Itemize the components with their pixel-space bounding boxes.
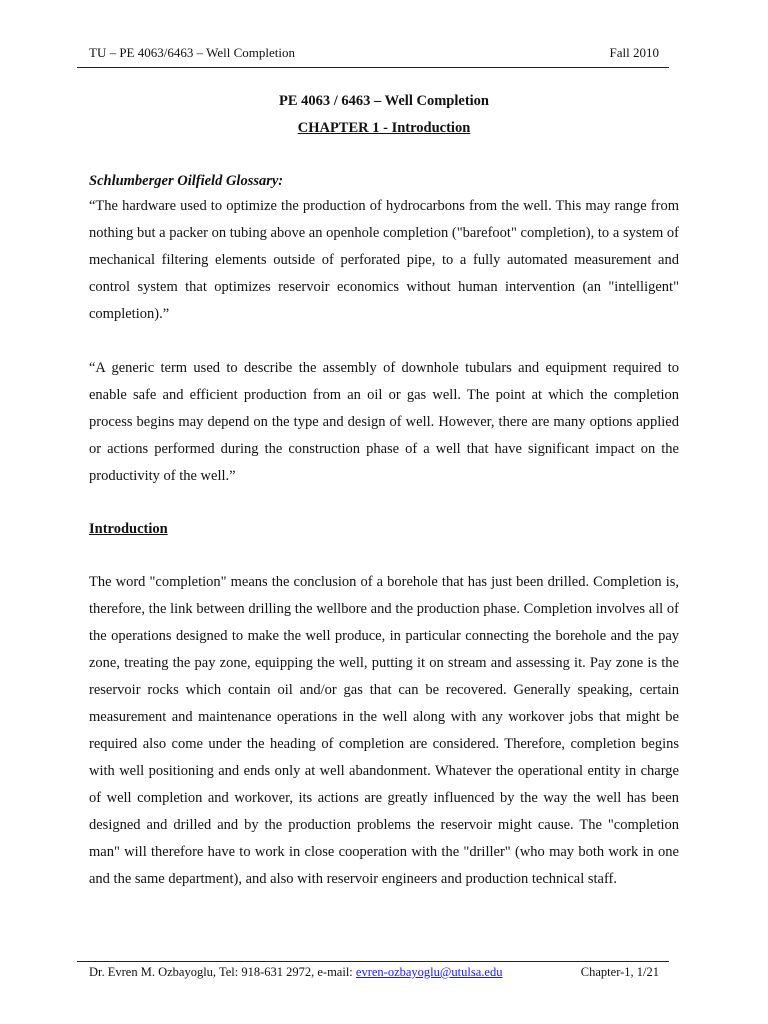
introduction-paragraph: The word "completion" means the conclusion of a borehole that has just been drilled. Completion is, therefore, the link between drilling the wellbore and the production phase. Completion involves all of the operations designed to make the well produce, in particular connecting the borehole and the pay zone, treating the pay zone, equipping the well, putting it on stream and assessing it. Pay zone is the reservoir rocks which contain oil and/or gas that can be recovered. Generally speaking, certain measurement and maintenance operations in the well along with any workover jobs that might be required also come under the heading of completion are considered. Therefore, completion begins with well positioning and ends only at well abandonment. Whatever the operational entity in charge of well completion and workover, its actions are greatly influenced by the way the well has been designed and drilled and by the production problems the reservoir might cause. The "completion man" will therefore have to work in close cooperation with the "driller" (who may both work in one and the same department), and also with reservoir engineers and production technical staff. [89,574,679,887]
footer-author [89,964,502,980]
introduction-heading: Introduction [89,521,168,537]
header-divider [77,67,669,68]
footer-page-number: Chapter-1, 1/21 [580,965,659,979]
chapter-title [89,119,679,137]
footer-divider [77,961,669,962]
header-term: Fall 2010 [609,45,659,60]
glossary-quote-2: “A generic term used to describe the assembly of downhole tubulars and equipment required to enable safe and efficient production from an oil or gas well. The point at which the completion process begins may depend on the type and design of well. However, there are many options applied or actions performed during the construction phase of a well that have significant impact on the productivity of the well.” [89,360,679,484]
course-title: PE 4063 / 6463 – Well Completion [279,93,489,109]
glossary-quote-1: “The hardware used to optimize the production of hydrocarbons from the well. This may range from nothing but a packer on tubing above an openhole completion ("barefoot" completion), to a system of mechanical filtering elements outside of perforated pipe, to a fully automated measurement and control system that optimizes reservoir economics without human intervention (an "intelligent" completion).” [89,198,679,322]
footer-author-text: Dr. Evren M. Ozbayoglu, Tel: 918-631 2972, e-mail: [89,965,356,979]
header-course: TU – PE 4063/6463 – Well Completion [89,45,295,60]
chapter-title-text: CHAPTER 1 - Introduction [297,120,471,136]
glossary-heading: Schlumberger Oilfield Glossary: [89,173,284,189]
author-email-link[interactable]: evren-ozbayoglu@utulsa.edu [355,965,503,979]
